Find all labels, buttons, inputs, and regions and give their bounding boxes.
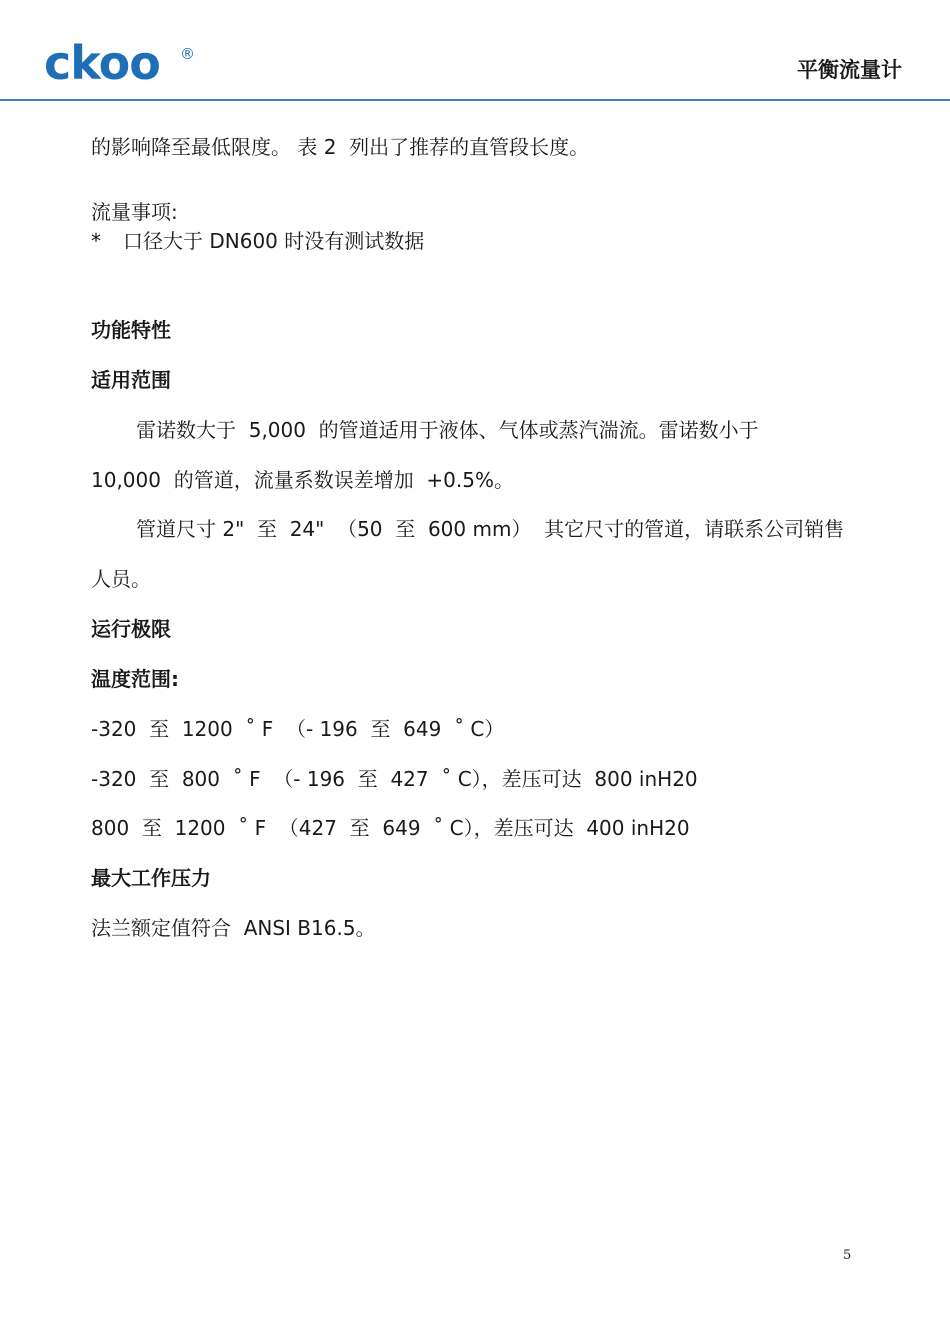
page-number: 5 bbox=[843, 1248, 852, 1263]
document-title: 平衡流量计 bbox=[797, 58, 902, 82]
notes-label: 流量事项: bbox=[91, 200, 178, 224]
note-text: 口径大于 DN600 时没有测试数据 bbox=[123, 229, 425, 253]
page-header bbox=[0, 0, 950, 102]
note-bullet: * bbox=[91, 229, 101, 253]
application-paragraph-1-line-1: 雷诺数大于 5,000 的管道适用于液体、气体或蒸汽湍流。雷诺数小于 bbox=[136, 418, 759, 442]
section-heading-temperature: 温度范围: bbox=[91, 667, 179, 691]
registered-mark: ® bbox=[180, 45, 195, 63]
application-paragraph-1-line-2: 10,000 的管道，流量系数误差增加 +0.5%。 bbox=[91, 468, 514, 492]
section-heading-pressure: 最大工作压力 bbox=[91, 866, 211, 890]
intro-line: 的影响降至最低限度。 表 2 列出了推荐的直管段长度。 bbox=[91, 135, 590, 159]
temperature-line-2: -320 至 800 ˚ F （- 196 至 427 ˚ C），差压可达 800 inH20 bbox=[91, 767, 698, 791]
header-divider bbox=[0, 99, 950, 101]
section-heading-features: 功能特性 bbox=[91, 318, 171, 342]
application-paragraph-2-line-2: 人员。 bbox=[91, 567, 151, 591]
section-heading-application: 适用范围 bbox=[91, 368, 171, 392]
logo-text: ckoo bbox=[44, 36, 160, 90]
temperature-line-1: -320 至 1200 ˚ F （- 196 至 649 ˚ C） bbox=[91, 717, 505, 741]
temperature-line-3: 800 至 1200 ˚ F （427 至 649 ˚ C），差压可达 400 inH20 bbox=[91, 816, 690, 840]
section-heading-limits: 运行极限 bbox=[91, 617, 171, 641]
ckoo-logo bbox=[44, 36, 160, 90]
pressure-text: 法兰额定值符合 ANSI B16.5。 bbox=[91, 916, 376, 940]
application-paragraph-2-line-1: 管道尺寸 2" 至 24" （50 至 600 mm） 其它尺寸的管道，请联系公司销售 bbox=[136, 517, 845, 541]
